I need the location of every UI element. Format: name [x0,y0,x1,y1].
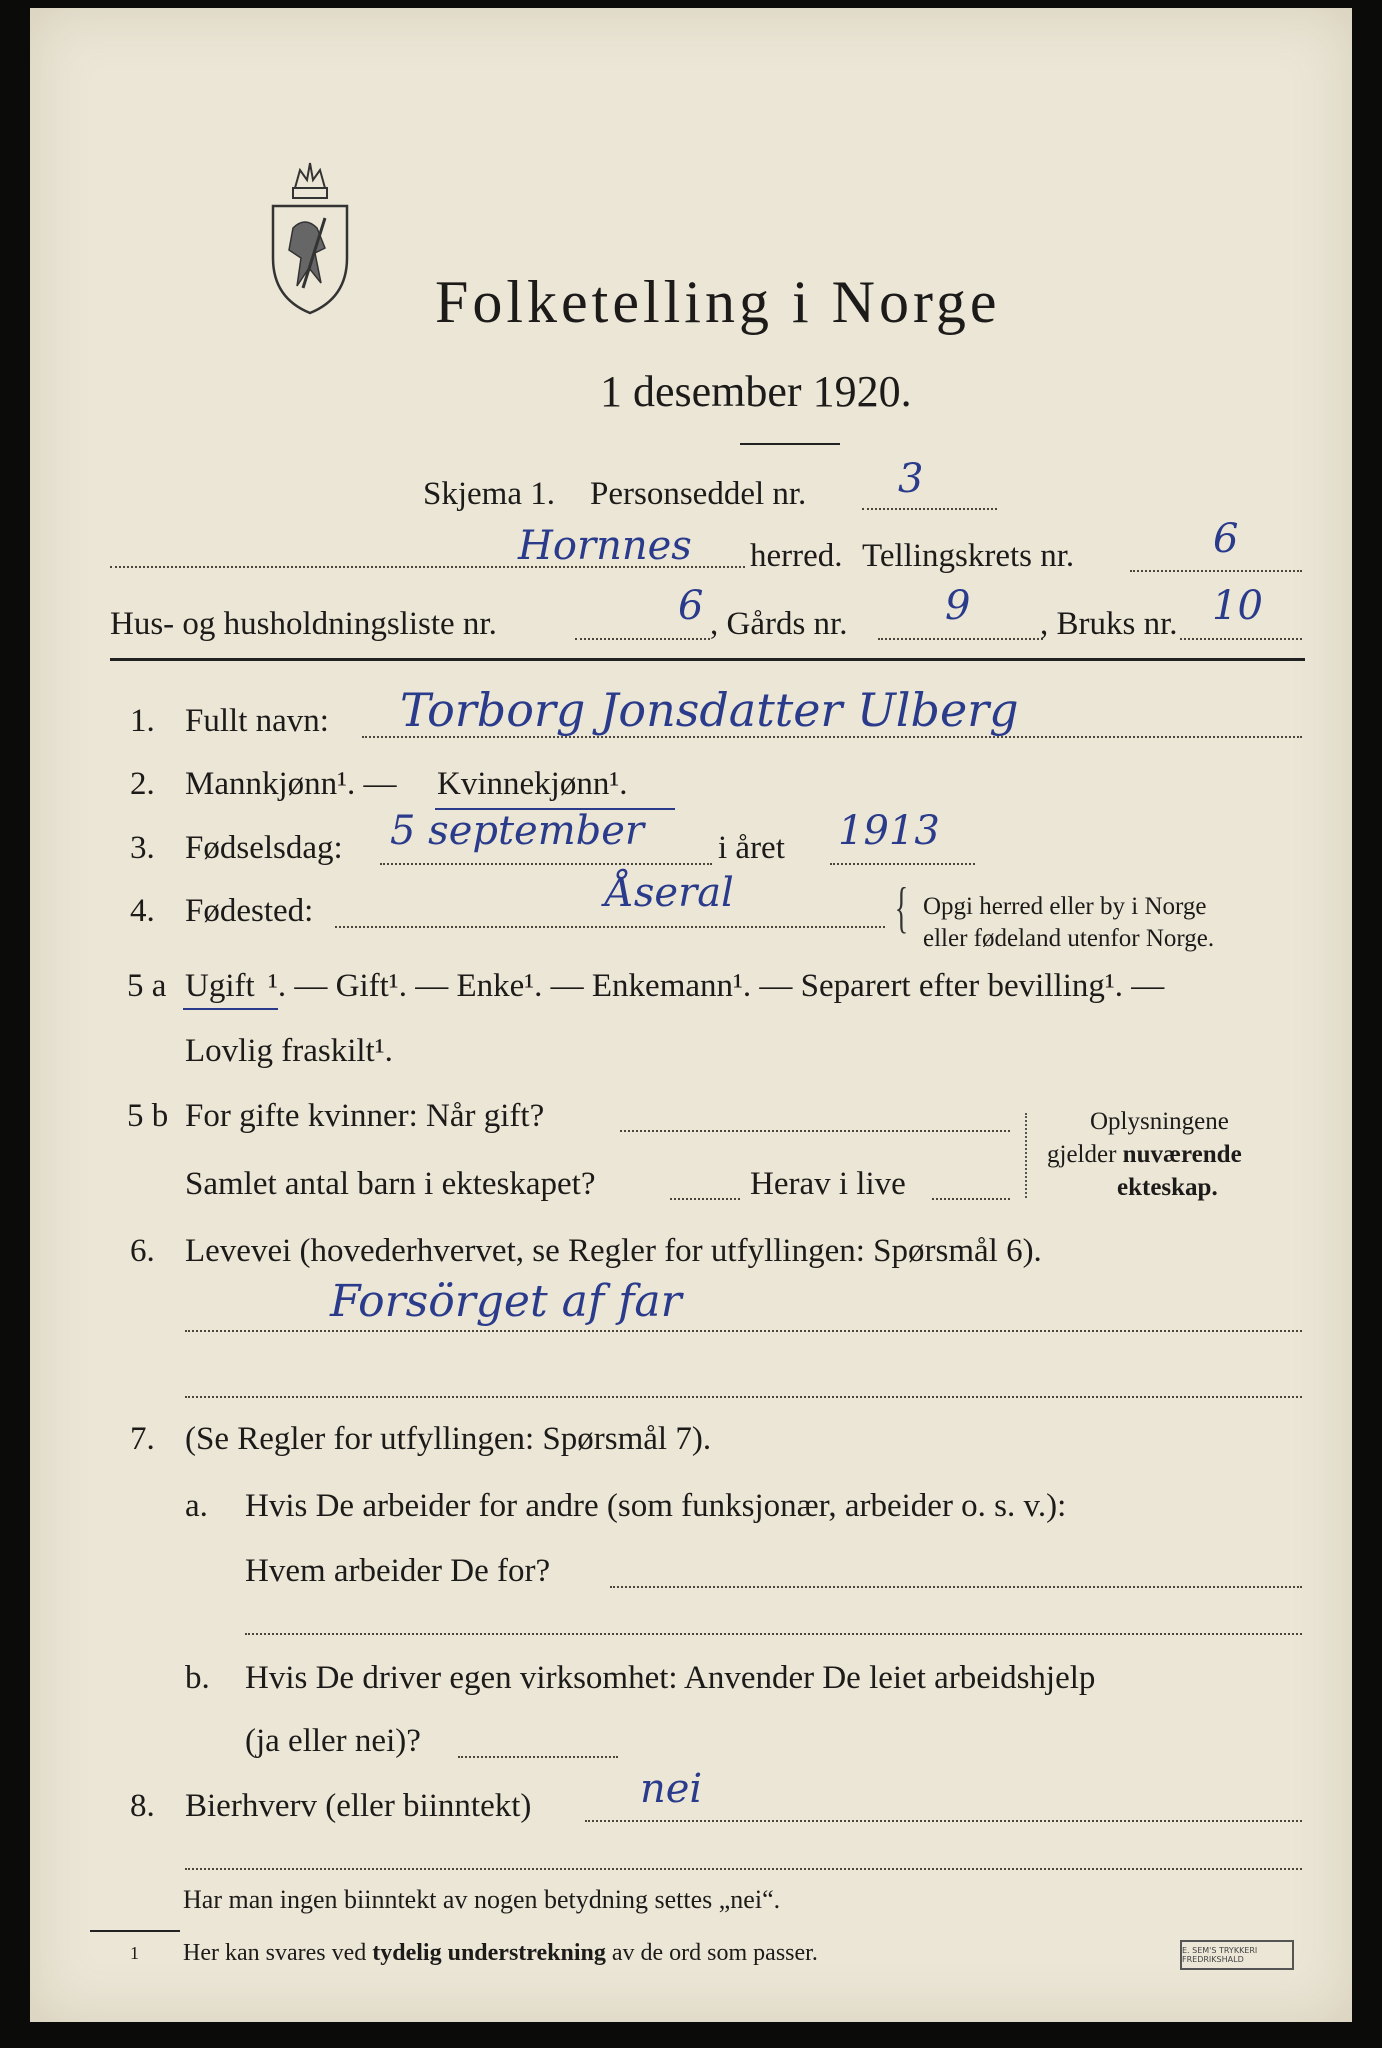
gards-line [878,638,1043,640]
bruks-value[interactable]: 10 [1212,583,1263,629]
gards-label: , Gårds nr. [710,606,848,642]
q7b-letter: b. [185,1660,210,1696]
q5a-other-options[interactable]: ¹. — Gift¹. — Enke¹. — Enkemann¹. — Separert efter bevilling¹. — [268,968,1165,1004]
q5b-note-line1: Oplysningene [1090,1108,1229,1135]
q8-label: Bierhverv (eller biinntekt) [185,1788,532,1824]
q4-label: Fødested: [185,893,314,929]
q5b-note-brace [1025,1113,1029,1198]
title-divider [740,443,840,445]
q8-side-income-value[interactable]: nei [640,1766,703,1812]
footnote-text-a: Her kan svares ved [183,1940,373,1966]
printer-stamp-text: E. SEM'S TRYKKERI FREDRIKSHALD [1182,1946,1258,1964]
header-divider [110,658,1305,661]
q8-line1 [585,1820,1302,1822]
personseddel-label: Personseddel nr. [590,476,807,512]
q5b-note-line3: ekteskap. [1117,1174,1218,1201]
q5b-note-line2b: nuværende [1122,1141,1242,1168]
q7a-label: Hvis De arbeider for andre (som funksjonær, arbeider o. s. v.): [245,1488,1067,1524]
printer-stamp [1180,1940,1294,1970]
footnote-divider [90,1930,180,1932]
norwegian-coat-of-arms-icon [265,158,355,318]
q3-year-label: i året [718,830,785,866]
q3-year-value[interactable]: 1913 [838,808,940,854]
herred-value[interactable]: Hornnes [518,523,692,569]
personseddel-line [862,508,997,510]
q6-line1 [185,1330,1302,1332]
q5b-children-line [670,1198,740,1200]
q5a-ugift-option[interactable]: Ugift [185,968,255,1004]
q3-label: Fødselsdag: [185,830,343,866]
q6-occupation-value[interactable]: Forsörget af far [330,1276,682,1327]
q8-line2 [185,1868,1302,1870]
q1-label: Fullt navn: [185,703,329,739]
q8-note: Har man ingen biinntekt av nogen betydning settes „nei“. [183,1885,781,1914]
q1-full-name-value[interactable]: Torborg Jonsdatter Ulberg [400,683,1019,737]
q5a-ugift-selected-underline [183,1008,278,1010]
q7b-label2: (ja eller nei)? [245,1723,421,1759]
footnote-text-c: av de ord som passer. [605,1940,818,1966]
q3-birthday-value[interactable]: 5 september [390,808,645,854]
q7-label: (Se Regler for utfyllingen: Spørsmål 7). [185,1421,712,1457]
tellingskrets-value[interactable]: 6 [1213,516,1239,562]
q7-number: 7. [130,1421,155,1457]
q1-number: 1. [130,703,155,739]
hus-value[interactable]: 6 [678,583,704,629]
form-title: Folketelling i Norge [435,269,1001,335]
q6-label: Levevei (hovederhvervet, se Regler for utfyllingen: Spørsmål 6). [185,1233,1042,1269]
q2-female-option[interactable]: Kvinnekjønn¹. [437,766,628,802]
bruks-label: , Bruks nr. [1040,606,1178,642]
q8-number: 8. [130,1788,155,1824]
bruks-line [1180,638,1302,640]
q2-number: 2. [130,766,155,802]
q4-line [335,926,885,928]
footnote-text [183,1940,818,1967]
q5a-line2[interactable]: Lovlig fraskilt¹. [185,1033,393,1069]
q6-number: 6. [130,1233,155,1269]
q5b-label-children: Samlet antal barn i ekteskapet? [185,1166,596,1202]
q4-note-line1: Opgi herred eller by i Norge [923,893,1207,920]
q4-brace: { [894,877,909,939]
personseddel-value[interactable]: 3 [898,456,924,502]
q6-line2 [185,1396,1302,1398]
q3-number: 3. [130,830,155,866]
q7b-label: Hvis De driver egen virksomhet: Anvender De leiet arbeidshjelp [245,1660,1096,1696]
q4-note-line2: eller fødeland utenfor Norge. [923,925,1215,952]
q5b-when-line [620,1130,1010,1132]
herred-label: herred. [750,538,843,574]
hus-label: Hus- og husholdningsliste nr. [110,606,497,642]
hus-line [575,638,710,640]
gards-value[interactable]: 9 [945,583,971,629]
census-date: 1 desember 1920. [600,367,912,416]
footnote-mark: 1 [130,1943,139,1963]
q7a-label2: Hvem arbeider De for? [245,1553,551,1589]
q7b-line [458,1756,618,1758]
q5b-label-when-married: For gifte kvinner: Når gift? [185,1098,545,1134]
q3-year-line [830,863,975,865]
tellingskrets-label: Tellingskrets nr. [862,538,1075,574]
q7a-line1 [610,1586,1302,1588]
census-form-page [30,8,1352,2022]
q2-male-option[interactable]: Mannkjønn¹. — [185,766,397,802]
q7a-line2 [245,1633,1302,1635]
q4-birthplace-value[interactable]: Åseral [605,870,734,916]
skjema-label: Skjema 1. [423,476,555,512]
q4-number: 4. [130,893,155,929]
q5b-label-alive: Herav i live [750,1166,906,1202]
q5a-number: 5 a [127,968,167,1004]
q7a-letter: a. [185,1488,208,1524]
q5b-number: 5 b [127,1098,169,1134]
footnote-text-b: tydelig understrekning [372,1940,606,1966]
q3-day-line [380,863,712,865]
q5b-note-line2 [1047,1141,1242,1169]
q5b-note-line2a: gjelder [1047,1141,1123,1168]
q5b-alive-line [932,1198,1010,1200]
tellingskrets-line [1130,570,1302,572]
